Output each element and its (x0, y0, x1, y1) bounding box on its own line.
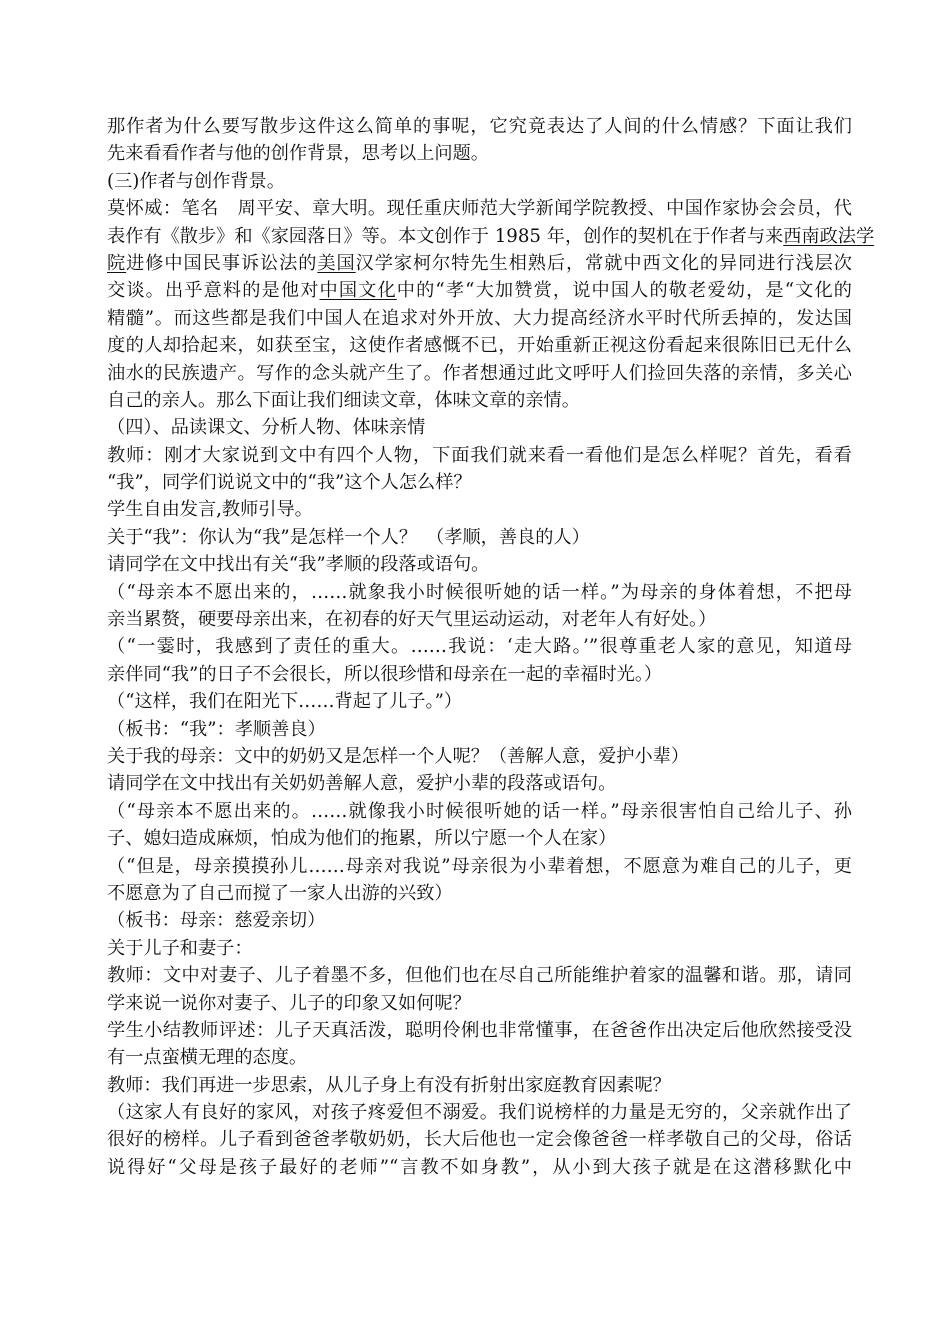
text-run: 那作者为什么要写散步这件这么简单的事呢，它究竟表达了人间的什么情感？下面让我们 (107, 116, 852, 137)
text-run: 自己的亲人。那么下面让我们细读文章，体味文章的亲情。 (107, 389, 580, 411)
text-line (107, 113, 852, 140)
text-line (107, 223, 875, 250)
text-run: 很好的榜样。儿子看到爸爸孝敬奶奶，长大后他也一定会像爸爸一样孝敬自己的父母，俗话 (107, 1129, 852, 1151)
text-run: 关于儿子和妻子： (107, 937, 253, 959)
text-run: （“但是，母亲摸摸孙儿……母亲对我说”母亲很为小辈着想，不愿意为难自己的儿子，更 (107, 855, 852, 877)
text-run: (三)作者与创作背景。 (107, 170, 285, 192)
text-run: 学生小结教师评述：儿子天真活泼，聪明伶俐也非常懂事，在爸爸作出决定后他欣然接受没 (107, 1019, 852, 1041)
text-line (107, 305, 852, 332)
text-run: 院 (591, 198, 611, 220)
text-line (107, 633, 852, 660)
text-run: 关于我的母亲：文中的奶奶又是怎样一个人呢？（善解人意，爱护小辈） (107, 745, 690, 767)
text-run: 表作有《散步》和《家园落日》等。本文创作于 1985 年，创作的契机在于作者与来 (107, 225, 784, 247)
text-line (107, 770, 852, 797)
text-line (107, 195, 852, 222)
text-run: 教师：文中对妻子、儿子着墨不多，但他们也在尽自己所能维护着家的温馨和谐。那，请同 (107, 965, 852, 987)
text-line (107, 414, 852, 441)
text-run: 中的“孝“大加赞赏，说中国人的敬老爱幼，是“文化的 (396, 280, 852, 302)
underlined-term: 西南政法学 (783, 225, 875, 247)
text-line (107, 825, 852, 852)
text-line (107, 606, 852, 633)
text-run: （“这样，我们在阳光下……背起了儿子。”） (107, 691, 463, 713)
document-body (107, 113, 875, 1181)
text-line (107, 716, 852, 743)
underlined-term: 中国文化 (319, 280, 397, 302)
text-line (107, 661, 852, 688)
text-line (107, 907, 852, 934)
text-line (107, 551, 852, 578)
text-run: 学来说一说你对妻子、儿子的印象又如何呢？ (107, 992, 471, 1014)
text-run: 关于“我”：你认为“我”是怎样一个人？ （孝顺，善良的人） (107, 526, 590, 548)
text-run: 教师：我们再进一步思索，从儿子身上有没有折射出家庭教育因素呢？ (107, 1074, 671, 1096)
text-line (107, 496, 852, 523)
text-line (107, 1072, 852, 1099)
text-run: （四）、品读课文、分析人物、体味亲情 (107, 417, 426, 439)
text-run: 学生自由发言,教师引导。 (107, 499, 313, 521)
text-line (107, 743, 852, 770)
text-run: 说得好“父母是孩子最好的老师”“言教不如身教”，从小到大孩子就是在这潜移默化中 (107, 1156, 852, 1178)
text-line (107, 962, 852, 989)
text-line (107, 1017, 852, 1044)
text-line (107, 798, 852, 825)
text-line (107, 442, 852, 469)
text-run: 亲当累赘，硬要母亲出来，在初春的好天气里运动运动，对老年人有好处。） (107, 609, 717, 631)
text-line (107, 1044, 852, 1071)
text-run: “我”，同学们说说文中的“我”这个人怎么样？ (107, 472, 472, 494)
text-run: 不愿意为了自己而搅了一家人出游的兴致） (107, 882, 453, 904)
text-line (107, 140, 852, 167)
text-line (107, 250, 852, 277)
text-run: （板书：“我”：孝顺善良） (107, 718, 326, 740)
text-line (107, 332, 852, 359)
text-line (107, 579, 852, 606)
text-run: 亲伴同“我”的日子不会很长，所以很珍惜和母亲在一起的幸福时光。） (107, 663, 663, 685)
text-run: （“母亲本不愿出来的，……就象我小时候很听她的话一样。”为母亲的身体着想，不把母 (107, 581, 852, 603)
text-run: 教授、中国作家协会会员，代 (610, 198, 852, 220)
text-line (107, 387, 852, 414)
text-run: （板书：母亲：慈爱亲切） (107, 910, 326, 932)
text-run: 莫怀威：笔名 周平安、章大明。现任重庆师范大学新闻学 (107, 198, 592, 220)
text-line (107, 277, 852, 304)
text-line (107, 990, 852, 1017)
text-line (107, 360, 852, 387)
text-line (107, 880, 852, 907)
underlined-term: 美国 (317, 252, 356, 274)
text-line (107, 853, 852, 880)
text-run: 汉学家柯尔特先生相熟后，常就中西文化的异同进行浅层次 (355, 252, 852, 274)
text-run: 教师：刚才大家说到文中有四个人物，下面我们就来看一看他们是怎么样呢？首先，看看 (107, 444, 852, 466)
text-line (107, 469, 852, 496)
text-line (107, 1099, 852, 1126)
text-line (107, 1126, 852, 1153)
text-run: 请同学在文中找出有关“我”孝顺的段落或语句。 (107, 554, 490, 576)
text-line (107, 524, 852, 551)
text-run: 有一点蛮横无理的态度。 (107, 1047, 308, 1069)
text-run: 进修中国民事诉讼法的 (126, 252, 318, 274)
text-line (107, 688, 852, 715)
text-line (107, 935, 852, 962)
text-run: 油水的民族遗产。写作的念头就产生了。作者想通过此文呼吁人们捡回失落的亲情，多关心 (107, 362, 852, 384)
text-run: 先来看看作者与他的创作背景，思考以上问题。 (107, 143, 489, 165)
text-run: 请同学在文中找出有关奶奶善解人意，爱护小辈的段落或语句。 (107, 773, 617, 795)
text-run: 精髓”。而这些都是我们中国人在追求对外开放、大力提高经济水平时代所丢掉的，发达国 (107, 307, 852, 329)
text-run: （这家人有良好的家风，对孩子疼爱但不溺爱。我们说榜样的力量是无穷的，父亲就作出了 (107, 1102, 852, 1124)
text-line (107, 1154, 852, 1181)
text-run: （“一霎时，我感到了责任的重大。……我说：‘走大路。’”很尊重老人家的意见，知道母 (107, 636, 852, 658)
text-run: 交谈。出乎意料的是他对 (107, 280, 320, 302)
underlined-term: 院 (107, 252, 127, 274)
text-run: 子、媳妇造成麻烦，怕成为他们的拖累，所以宁愿一个人在家） (107, 828, 617, 850)
text-run: （“母亲本不愿出来的。……就像我小时候很听她的话一样。”母亲很害怕自己给儿子、孙 (107, 800, 852, 822)
text-line (107, 168, 852, 195)
text-run: 度的人却拾起来，如获至宝，这使作者感慨不已，开始重新正视这份看起来很陈旧已无什么 (107, 335, 852, 357)
